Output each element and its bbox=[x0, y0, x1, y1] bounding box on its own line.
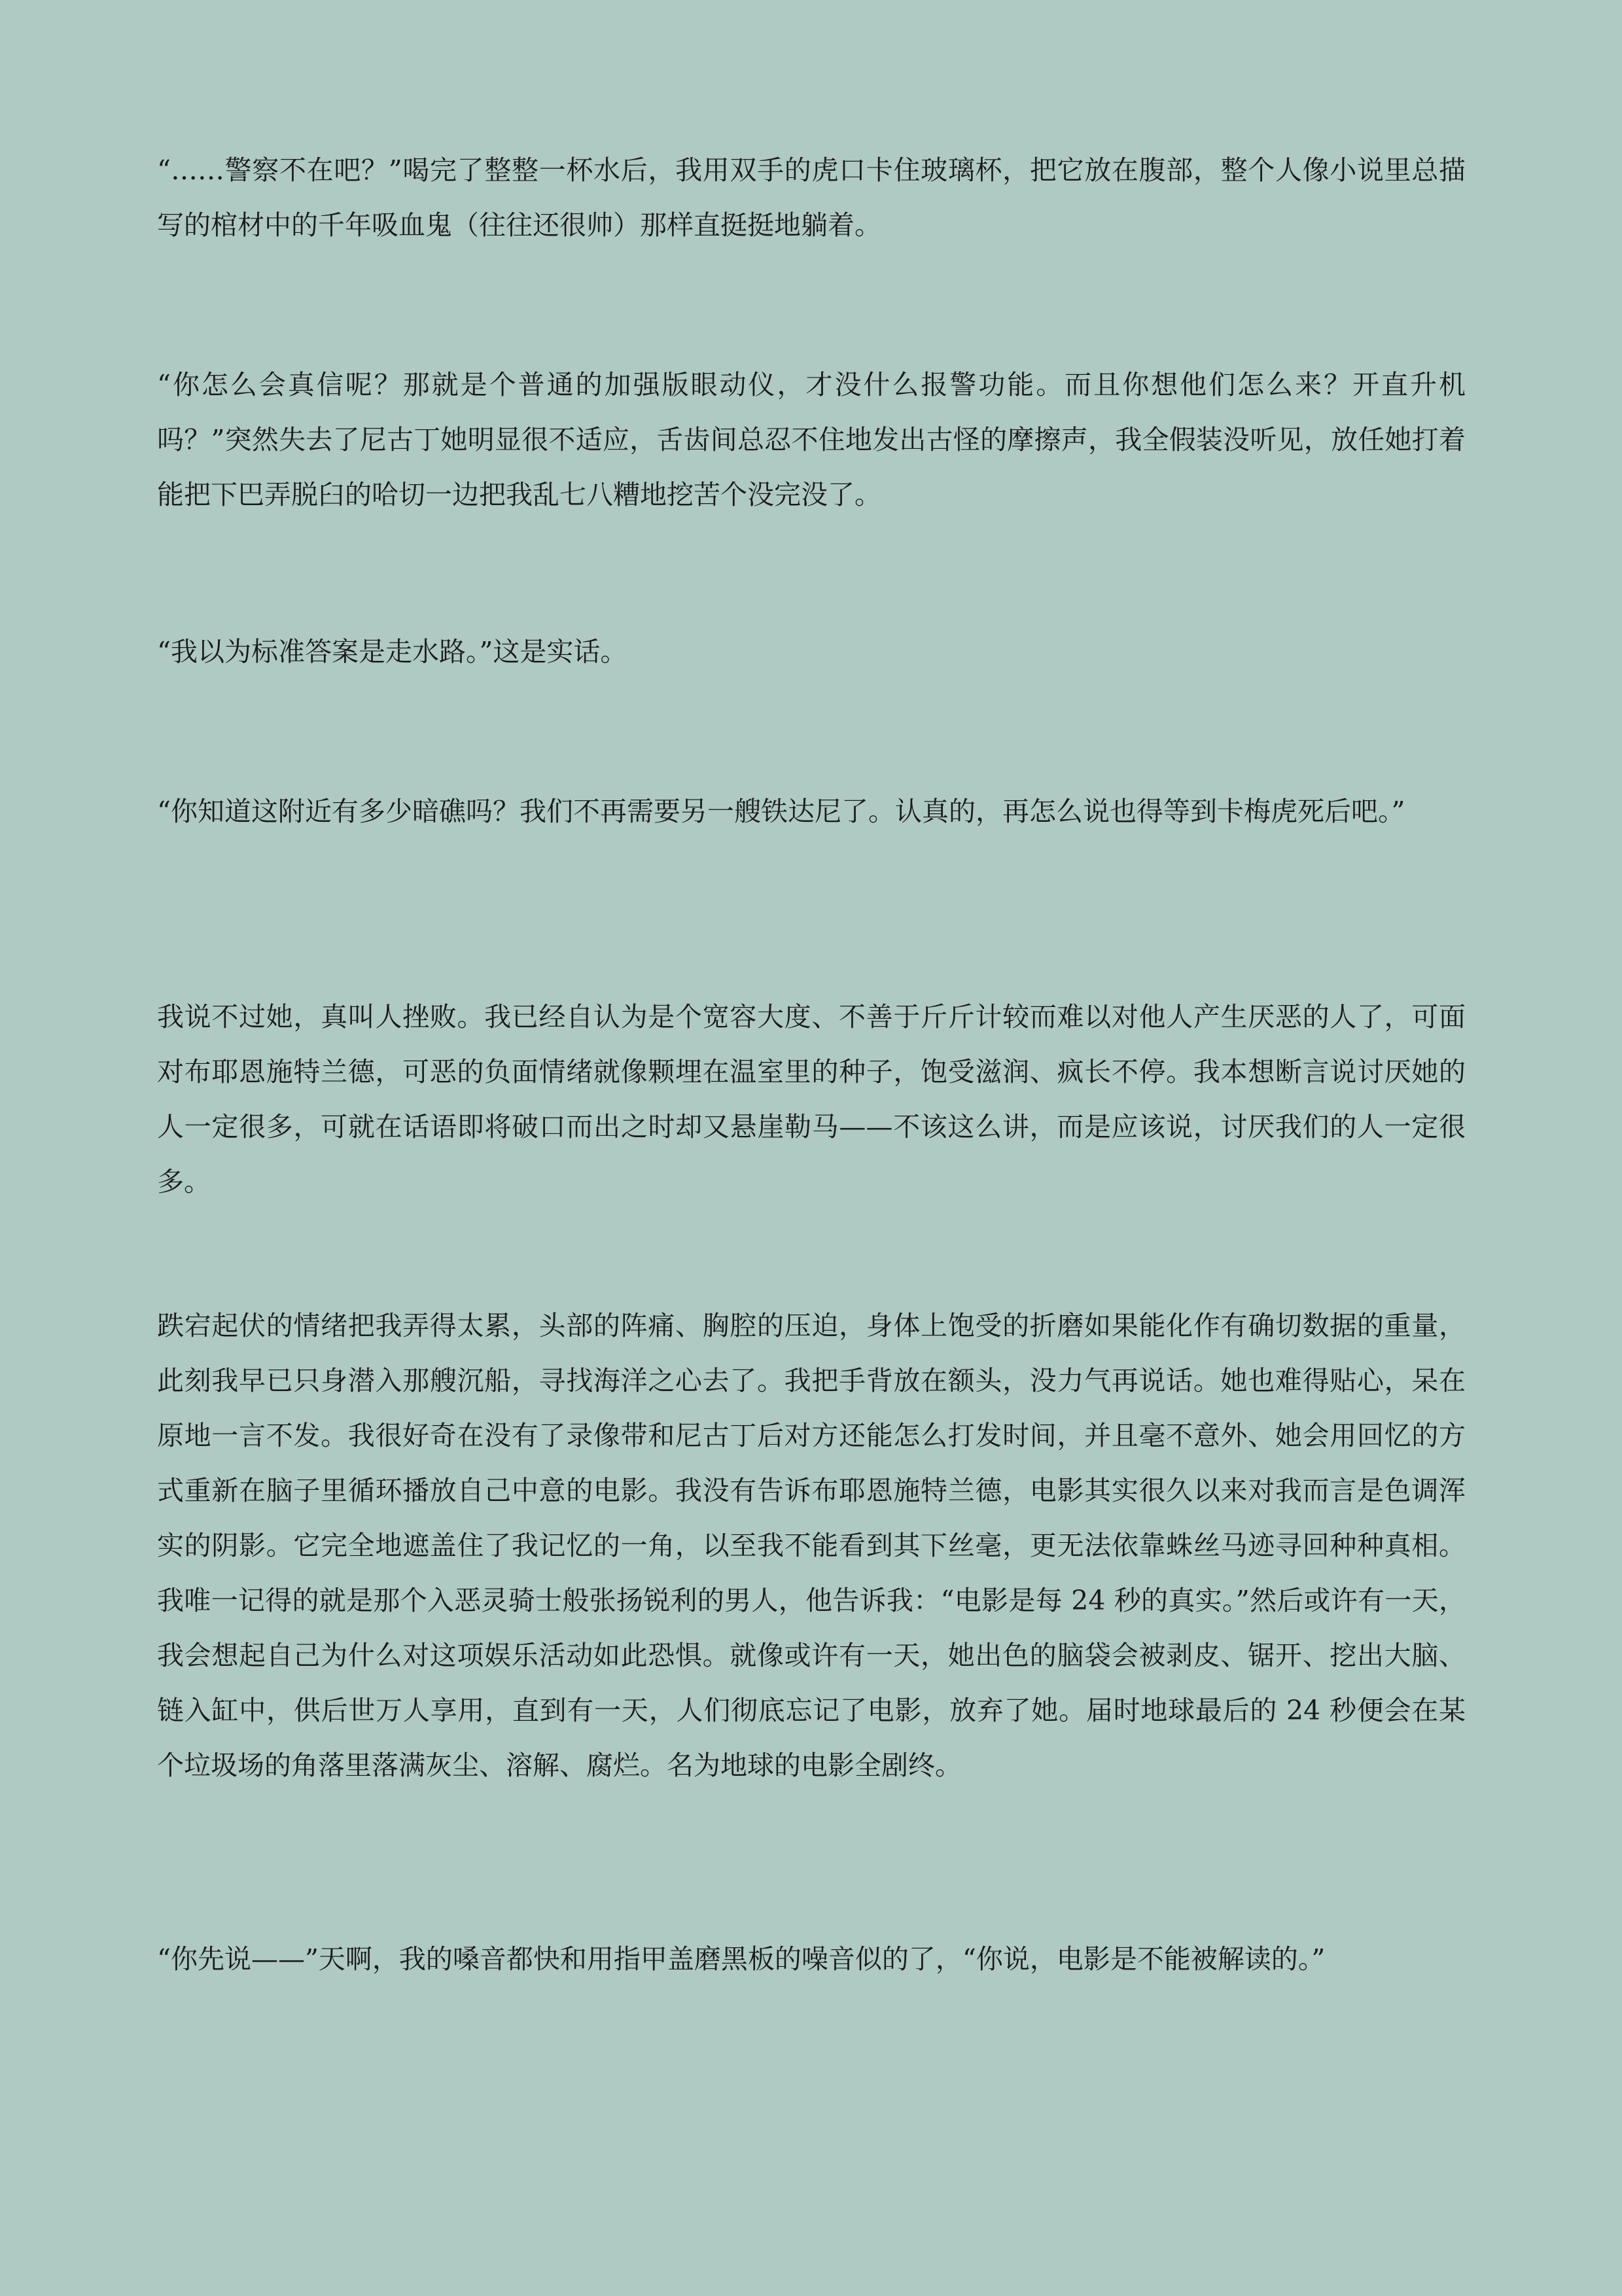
paragraph-3: “我以为标准答案是走水路。”这是实话。 bbox=[157, 636, 627, 667]
paragraph-2: “你怎么会真信呢？那就是个普通的加强版眼动仪，才没什么报警功能。而且你想他们怎么来？开直升机吗？”突然失去了尼古丁她明显很不适应，舌齿间总忍不住地发出古怪的摩擦声，我全假装没听见，放任她打着能把下巴弄脱臼的哈切一边把我乱七八糟地挖苦个没完没了。 bbox=[157, 369, 1466, 510]
paragraph-1: “……警察不在吧？”喝完了整整一杯水后，我用双手的虎口卡住玻璃杯，把它放在腹部，整个人像小说里总描写的棺材中的千年吸血鬼（往往还很帅）那样直挺挺地躺着。 bbox=[157, 154, 1466, 241]
paragraph-7: “你先说——”天啊，我的嗓音都快和用指甲盖磨黑板的噪音似的了，“你说，电影是不能被解读的。” bbox=[157, 1943, 1326, 1975]
paragraph-6: 跌宕起伏的情绪把我弄得太累，头部的阵痛、胸腔的压迫，身体上饱受的折磨如果能化作有确切数据的重量，此刻我早已只身潜入那艘沉船，寻找海洋之心去了。我把手背放在额头，没力气再说话。她也难得贴心，呆在原地一言不发。我很好奇在没有了录像带和尼古丁后对方还能怎么打发时间，并且毫不意外、她会用回忆的方式重新在脑子里循环播放自己中意的电影。我没有告诉布耶恩施特兰德，电影其实很久以来对我而言是色调浑实的阴影。它完全地遮盖住了我记忆的一角，以至我不能看到其下丝毫，更无法依靠蛛丝马迹寻回种种真相。我唯一记得的就是那个入恶灵骑士般张扬锐利的男人，他告诉我：“电影是每 24 秒的真实。”然后或许有一天，我会想起自己为什么对这项娱乐活动如此恐惧。就像或许有一天，她出色的脑袋会被剥皮、锯开、挖出大脑、链入缸中，供后世万人享用，直到有一天，人们彻底忘记了电影，放弃了她。届时地球最后的 24 秒便会在某个垃圾场的角落里落满灰尘、溶解、腐烂。名为地球的电影全剧终。 bbox=[157, 1310, 1466, 1781]
paragraph-5: 我说不过她，真叫人挫败。我已经自认为是个宽容大度、不善于斤斤计较而难以对他人产生厌恶的人了，可面对布耶恩施特兰德，可恶的负面情绪就像颗埋在温室里的种子，饱受滋润、疯长不停。我本想断言说讨厌她的人一定很多，可就在话语即将破口而出之时却又悬崖勒马——不该这么讲，而是应该说，讨厌我们的人一定很多。 bbox=[157, 1001, 1466, 1197]
paragraph-4: “你知道这附近有多少暗礁吗？我们不再需要另一艘铁达尼了。认真的，再怎么说也得等到卡梅虎死后吧。” bbox=[157, 796, 1405, 827]
